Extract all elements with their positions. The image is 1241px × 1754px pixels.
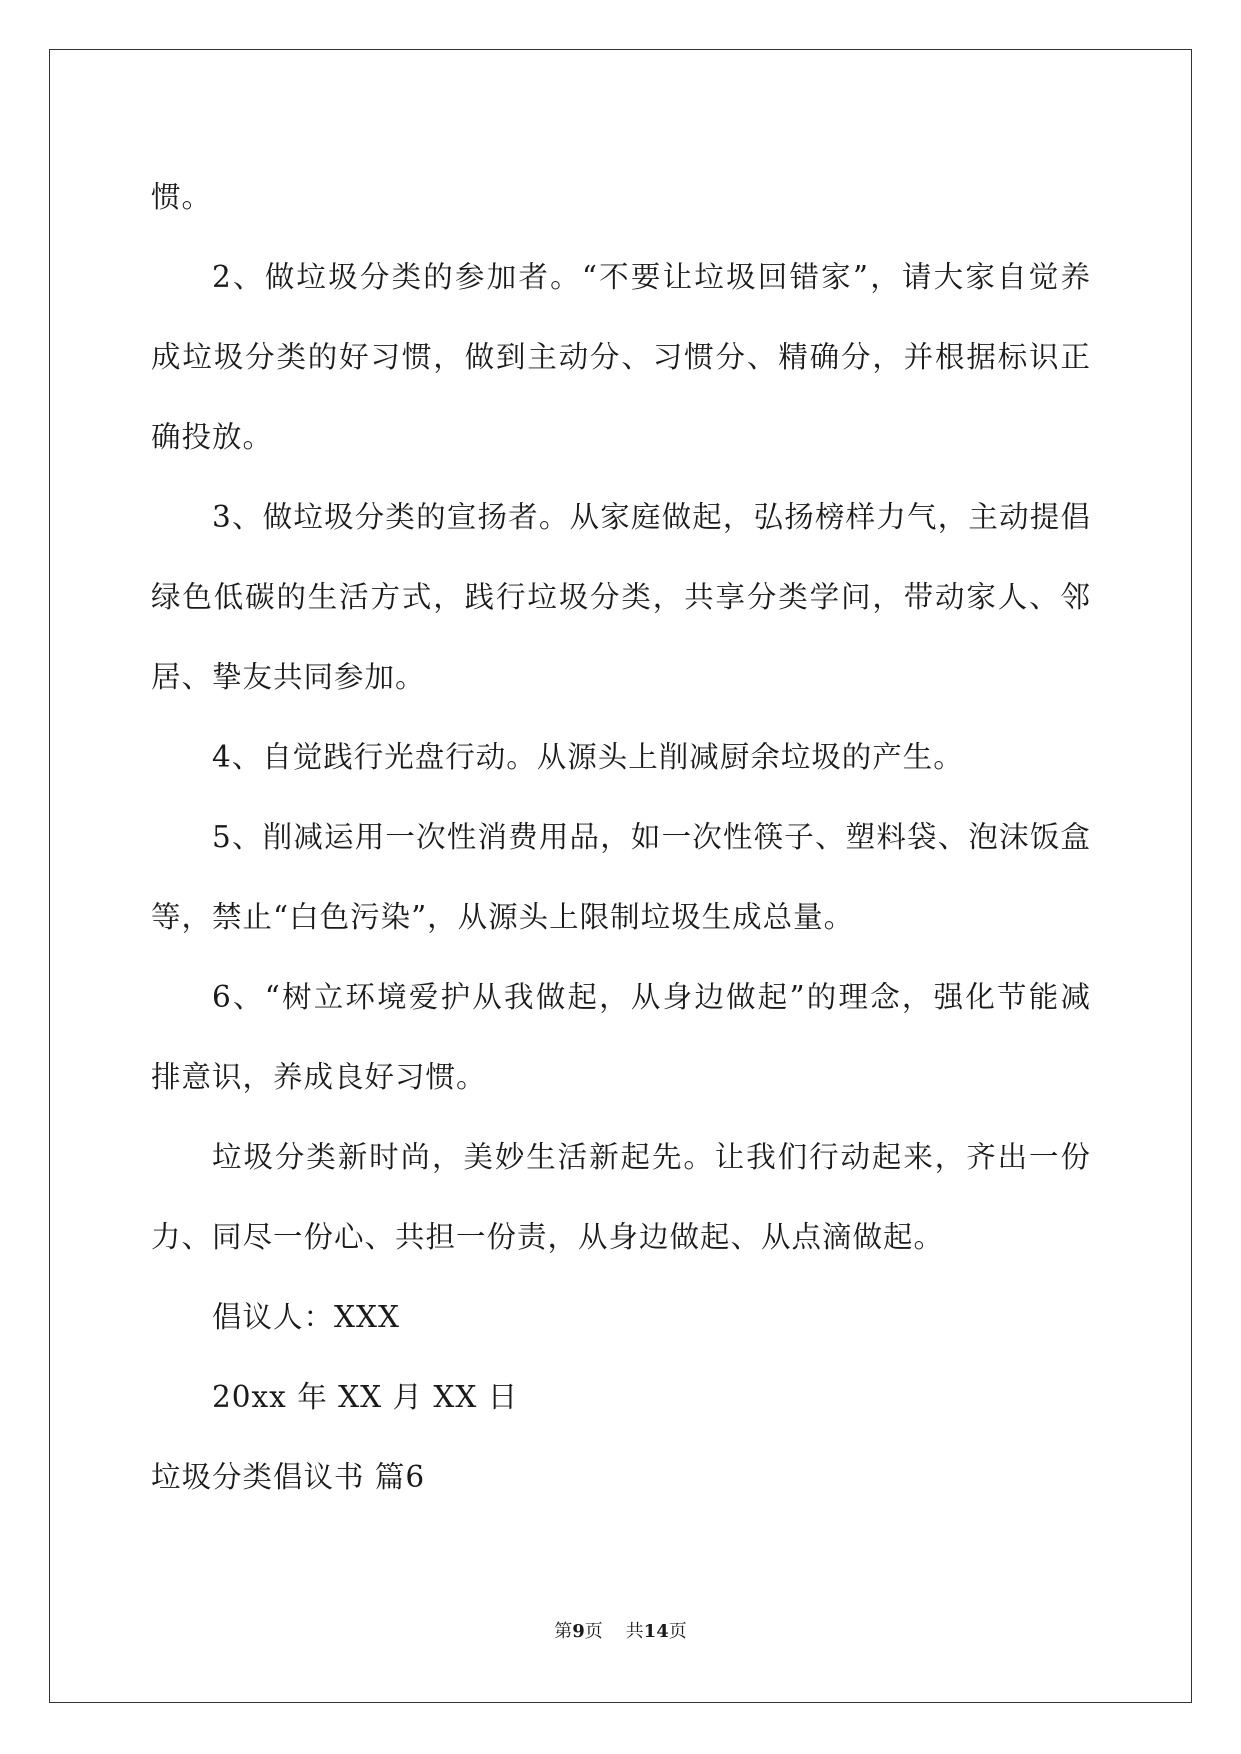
text-line: 6、“树立环境爱护从我做起，从身边做起”的理念，强化节能减	[212, 980, 1091, 1014]
document-body	[151, 157, 1091, 1517]
text-line: 力、同尽一份心、共担一份责，从身边做起、从点滴做起。	[151, 1220, 945, 1254]
total-pages: 14	[643, 1621, 669, 1642]
date-line: 20xx 年 XX 月 XX 日	[212, 1380, 519, 1414]
text-line: 成垃圾分类的好习惯，做到主动分、习惯分、精确分，并根据标识正	[151, 340, 1091, 374]
text-line: 确投放。	[151, 420, 274, 454]
text-line: 绿色低碳的生活方式，践行垃圾分类，共享分类学问，带动家人、邻	[151, 580, 1091, 614]
total-suffix: 页	[668, 1621, 687, 1642]
text-line: 4、自觉践行光盘行动。从源头上削减厨余垃圾的产生。	[212, 740, 964, 774]
text-line: 排意识，养成良好习惯。	[151, 1060, 487, 1094]
text-line: 居、挚友共同参加。	[151, 660, 426, 694]
text-line: 惯。	[151, 180, 213, 214]
total-prefix: 共	[625, 1621, 644, 1642]
text-line: 5、削减运用一次性消费用品，如一次性筷子、塑料袋、泡沫饭盒	[212, 820, 1091, 854]
page-suffix: 页	[584, 1621, 603, 1642]
proposer-line: 倡议人：XXX	[212, 1300, 401, 1334]
text-line: 3、做垃圾分类的宣扬者。从家庭做起，弘扬榜样力气，主动提倡	[212, 500, 1091, 534]
page-footer	[0, 1617, 1241, 1643]
page-prefix: 第	[554, 1621, 573, 1642]
text-line: 等，禁止“白色污染”，从源头上限制垃圾生成总量。	[151, 900, 855, 934]
text-line: 2、做垃圾分类的参加者。“不要让垃圾回错家”，请大家自觉养	[212, 260, 1091, 294]
page-number: 9	[572, 1621, 585, 1642]
section-heading: 垃圾分类倡议书 篇6	[151, 1460, 426, 1494]
text-line: 垃圾分类新时尚，美妙生活新起先。让我们行动起来，齐出一份	[212, 1140, 1091, 1174]
